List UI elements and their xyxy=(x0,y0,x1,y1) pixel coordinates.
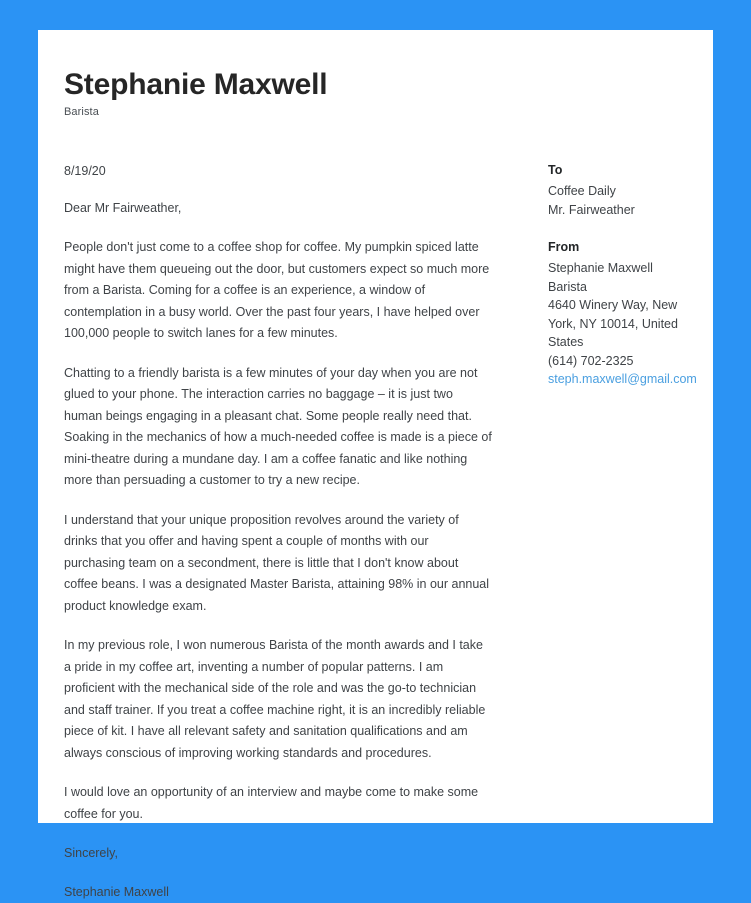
letter-body xyxy=(64,161,492,903)
letter-paragraph: Chatting to a friendly barista is a few minutes of your day when you are not glued to your phone. The interaction carries no baggage – it is just two human beings engaging in a pleasant chat. Some people really need that. Soaking in the mechanics of how a much-needed coffee is made is a piece of mini-theatre during a mundane day. I am a coffee fanatic and like nothing more than persuading a customer to try a new recipe. xyxy=(64,365,492,487)
letter-salutation: Dear Mr Fairweather, xyxy=(64,201,182,215)
sender-role: Barista xyxy=(548,279,587,294)
letter-paragraph: People don't just come to a coffee shop for coffee. My pumpkin spiced latte might have them queueing out the door, but customers expect so much more from a Barista. Coming for a coffee is an experience, a window of contemplation in a busy world. Over the past four years, I have helped over 100,000 people to switch lanes for a few minutes. xyxy=(64,240,490,340)
letter-page xyxy=(38,30,713,899)
letter-date: 8/19/20 xyxy=(64,164,106,178)
recipient-block xyxy=(548,161,708,219)
sender-block xyxy=(548,238,708,389)
recipient-company: Coffee Daily xyxy=(548,184,616,198)
sender-phone: (614) 702-2325 xyxy=(548,353,634,368)
recipient-heading: To xyxy=(548,163,563,177)
letter-paragraph: I would love an opportunity of an interview and maybe come to make some coffee for you. xyxy=(64,785,479,821)
letter-paragraph: In my previous role, I won numerous Barista of the month awards and I take a pride in my coffee art, inventing a number of popular patterns. I am proficient with the mechanical side of the role and was the go-to technician and staff trainer. If you treat a coffee machine right, it is an incredibly reliable piece of kit. I have all relevant safety and sanitation qualifications and am always conscious of improving working standards and procedures. xyxy=(64,638,486,760)
letter-signature: Stephanie Maxwell xyxy=(64,885,169,899)
sender-email-link[interactable]: steph.maxwell@gmail.com xyxy=(548,372,697,386)
sender-address: 4640 Winery Way, New York, NY 10014, United States xyxy=(548,298,678,349)
letter-paragraph: I understand that your unique proposition revolves around the variety of drinks that you offer and having spent a couple of months with our purchasing team on a secondment, there is little that I don't know about coffee beans. I was a designated Master Barista, attaining 98% in our annual product knowledge exam. xyxy=(64,512,490,613)
sender-name: Stephanie Maxwell xyxy=(548,261,653,275)
applicant-role: Barista xyxy=(64,106,99,118)
letter-closing: Sincerely, xyxy=(64,846,118,860)
sender-heading: From xyxy=(548,240,580,254)
applicant-name: Stephanie Maxwell xyxy=(64,68,328,101)
recipient-contact: Mr. Fairweather xyxy=(548,202,635,217)
contact-sidebar xyxy=(548,161,708,389)
sidebar-spacer xyxy=(548,219,708,238)
letter-header xyxy=(64,68,624,118)
